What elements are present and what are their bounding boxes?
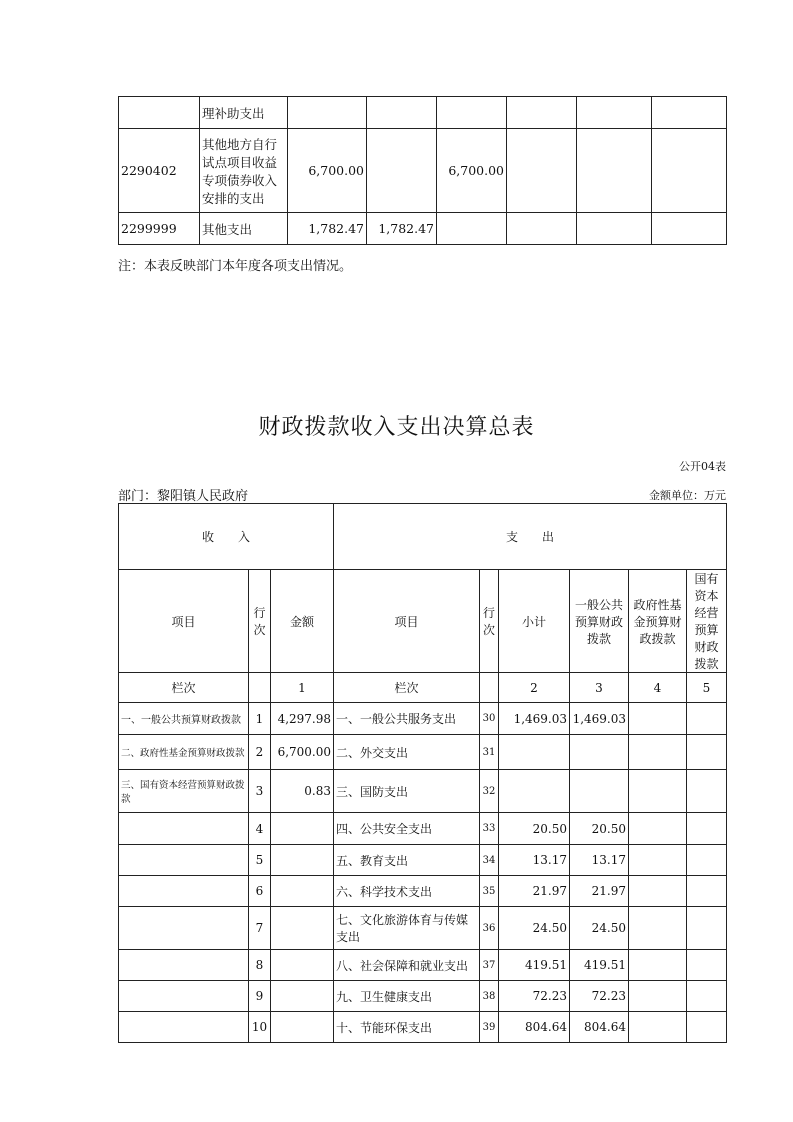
- lanci-label: 栏次: [119, 673, 249, 703]
- table-row: [119, 950, 727, 981]
- form-number: 公开04表: [679, 460, 726, 473]
- fund-budget-value: [629, 703, 687, 735]
- income-amount: 4,297.98: [271, 703, 334, 735]
- amount-cell: [652, 129, 727, 213]
- expense-row-number: 36: [480, 907, 499, 950]
- amount-cell: [288, 97, 367, 129]
- expense-item: 七、文化旅游体育与传媒支出: [334, 907, 480, 950]
- general-budget-value: 804.64: [570, 1012, 629, 1043]
- function-name: 其他地方自行试点项目收益专项债券收入安排的支出: [200, 129, 288, 213]
- expense-row-number: 30: [480, 703, 499, 735]
- amount-cell: 6,700.00: [288, 129, 367, 213]
- income-row-number: 4: [249, 813, 271, 845]
- subtotal-value: 72.23: [499, 981, 570, 1012]
- general-budget-value: 24.50: [570, 907, 629, 950]
- subtotal-value: [499, 770, 570, 813]
- amount-cell: [507, 129, 577, 213]
- expense-item: 三、国防支出: [334, 770, 480, 813]
- income-row-number: 9: [249, 981, 271, 1012]
- function-name: 其他支出: [200, 213, 288, 245]
- expense-header: 支 出: [334, 504, 727, 570]
- table-row: [119, 97, 727, 129]
- table-row: [119, 813, 727, 845]
- expense-item: 二、外交支出: [334, 735, 480, 770]
- expense-row-number: 34: [480, 845, 499, 876]
- subtotal-value: 13.17: [499, 845, 570, 876]
- amount-cell: [652, 213, 727, 245]
- expense-row-number: 33: [480, 813, 499, 845]
- income-amount: [271, 845, 334, 876]
- income-item: [119, 907, 249, 950]
- table-row: [119, 845, 727, 876]
- department-label: 部门：黎阳镇人民政府: [118, 489, 249, 504]
- general-budget-header: 一般公共预算财政拨款: [570, 570, 629, 673]
- blank-cell: [480, 673, 499, 703]
- income-item: 一、一般公共预算财政拨款: [119, 703, 249, 735]
- income-amount: [271, 907, 334, 950]
- subtotal-value: [499, 735, 570, 770]
- col-index-2: 2: [499, 673, 570, 703]
- income-amount-header: 金额: [271, 570, 334, 673]
- blank-cell: [249, 673, 271, 703]
- income-amount: 6,700.00: [271, 735, 334, 770]
- general-budget-value: 13.17: [570, 845, 629, 876]
- table-row: [119, 129, 727, 213]
- fund-budget-value: [629, 876, 687, 907]
- amount-cell: [577, 213, 652, 245]
- expense-item: 六、科学技术支出: [334, 876, 480, 907]
- state-capital-value: [687, 950, 727, 981]
- state-capital-value: [687, 813, 727, 845]
- fund-budget-value: [629, 1012, 687, 1043]
- income-amount: [271, 950, 334, 981]
- income-row-number: 8: [249, 950, 271, 981]
- col-index-4: 4: [629, 673, 687, 703]
- table-note: 注：本表反映部门本年度各项支出情况。: [118, 259, 353, 274]
- amount-cell: [577, 97, 652, 129]
- summary-table: [118, 503, 727, 1043]
- subtotal-value: 1,469.03: [499, 703, 570, 735]
- expense-rowno-header: 行次: [480, 570, 499, 673]
- amount-cell: [507, 213, 577, 245]
- amount-cell: [367, 97, 437, 129]
- col-index-1: 1: [271, 673, 334, 703]
- expense-row-number: 35: [480, 876, 499, 907]
- fund-budget-value: [629, 735, 687, 770]
- income-row-number: 1: [249, 703, 271, 735]
- expense-item: 五、教育支出: [334, 845, 480, 876]
- state-capital-value: [687, 1012, 727, 1043]
- income-item: [119, 813, 249, 845]
- unit-label: 金额单位：万元: [649, 489, 726, 502]
- income-item: 三、国有资本经营预算财政拨款: [119, 770, 249, 813]
- expense-item: 四、公共安全支出: [334, 813, 480, 845]
- income-item: 二、政府性基金预算财政拨款: [119, 735, 249, 770]
- page-title: 财政拨款收入支出决算总表: [258, 415, 535, 440]
- amount-cell: [652, 97, 727, 129]
- state-capital-value: [687, 981, 727, 1012]
- income-rowno-header: 行次: [249, 570, 271, 673]
- income-item: [119, 845, 249, 876]
- col-index-5: 5: [687, 673, 727, 703]
- table-row: [119, 703, 727, 735]
- general-budget-value: 21.97: [570, 876, 629, 907]
- expense-detail-table: [118, 96, 727, 245]
- subtotal-value: 24.50: [499, 907, 570, 950]
- general-budget-value: 20.50: [570, 813, 629, 845]
- income-header: 收 入: [119, 504, 334, 570]
- expense-item: 八、社会保障和就业支出: [334, 950, 480, 981]
- subtotal-header: 小计: [499, 570, 570, 673]
- general-budget-value: 419.51: [570, 950, 629, 981]
- income-amount: [271, 981, 334, 1012]
- amount-cell: [437, 97, 507, 129]
- expense-row-number: 32: [480, 770, 499, 813]
- expense-item: 十、节能环保支出: [334, 1012, 480, 1043]
- subtotal-value: 21.97: [499, 876, 570, 907]
- amount-cell: 6,700.00: [437, 129, 507, 213]
- table-row: [119, 735, 727, 770]
- income-item: [119, 876, 249, 907]
- expense-item: 九、卫生健康支出: [334, 981, 480, 1012]
- function-name: 理补助支出: [200, 97, 288, 129]
- expense-row-number: 38: [480, 981, 499, 1012]
- subtotal-value: 20.50: [499, 813, 570, 845]
- table-row: [119, 213, 727, 245]
- fund-budget-value: [629, 981, 687, 1012]
- function-code: 2299999: [119, 213, 200, 245]
- lanci-label-2: 栏次: [334, 673, 480, 703]
- subtotal-value: 804.64: [499, 1012, 570, 1043]
- general-budget-value: [570, 770, 629, 813]
- income-item-header: 项目: [119, 570, 249, 673]
- fund-budget-value: [629, 950, 687, 981]
- state-capital-value: [687, 770, 727, 813]
- fund-budget-value: [629, 770, 687, 813]
- table-row: [119, 907, 727, 950]
- income-item: [119, 981, 249, 1012]
- expense-row-number: 37: [480, 950, 499, 981]
- income-row-number: 6: [249, 876, 271, 907]
- general-budget-value: 1,469.03: [570, 703, 629, 735]
- function-code: 2290402: [119, 129, 200, 213]
- expense-row-number: 31: [480, 735, 499, 770]
- state-capital-header: 国有资本经营预算财政拨款: [687, 570, 727, 673]
- amount-cell: [367, 129, 437, 213]
- state-capital-value: [687, 845, 727, 876]
- income-amount: [271, 813, 334, 845]
- state-capital-value: [687, 907, 727, 950]
- income-amount: 0.83: [271, 770, 334, 813]
- fund-budget-value: [629, 813, 687, 845]
- expense-item: 一、一般公共服务支出: [334, 703, 480, 735]
- function-code: [119, 97, 200, 129]
- fund-budget-header: 政府性基金预算财政拨款: [629, 570, 687, 673]
- income-item: [119, 1012, 249, 1043]
- general-budget-value: 72.23: [570, 981, 629, 1012]
- table-row: [119, 876, 727, 907]
- fund-budget-value: [629, 907, 687, 950]
- income-row-number: 10: [249, 1012, 271, 1043]
- income-row-number: 2: [249, 735, 271, 770]
- income-item: [119, 950, 249, 981]
- income-amount: [271, 876, 334, 907]
- table-row: [119, 770, 727, 813]
- income-amount: [271, 1012, 334, 1043]
- income-row-number: 3: [249, 770, 271, 813]
- table-row: [119, 981, 727, 1012]
- expense-row-number: 39: [480, 1012, 499, 1043]
- fund-budget-value: [629, 845, 687, 876]
- general-budget-value: [570, 735, 629, 770]
- state-capital-value: [687, 703, 727, 735]
- state-capital-value: [687, 735, 727, 770]
- expense-item-header: 项目: [334, 570, 480, 673]
- income-row-number: 7: [249, 907, 271, 950]
- table-row: [119, 1012, 727, 1043]
- amount-cell: [507, 97, 577, 129]
- amount-cell: [437, 213, 507, 245]
- amount-cell: [577, 129, 652, 213]
- income-row-number: 5: [249, 845, 271, 876]
- amount-cell: 1,782.47: [367, 213, 437, 245]
- col-index-3: 3: [570, 673, 629, 703]
- state-capital-value: [687, 876, 727, 907]
- subtotal-value: 419.51: [499, 950, 570, 981]
- amount-cell: 1,782.47: [288, 213, 367, 245]
